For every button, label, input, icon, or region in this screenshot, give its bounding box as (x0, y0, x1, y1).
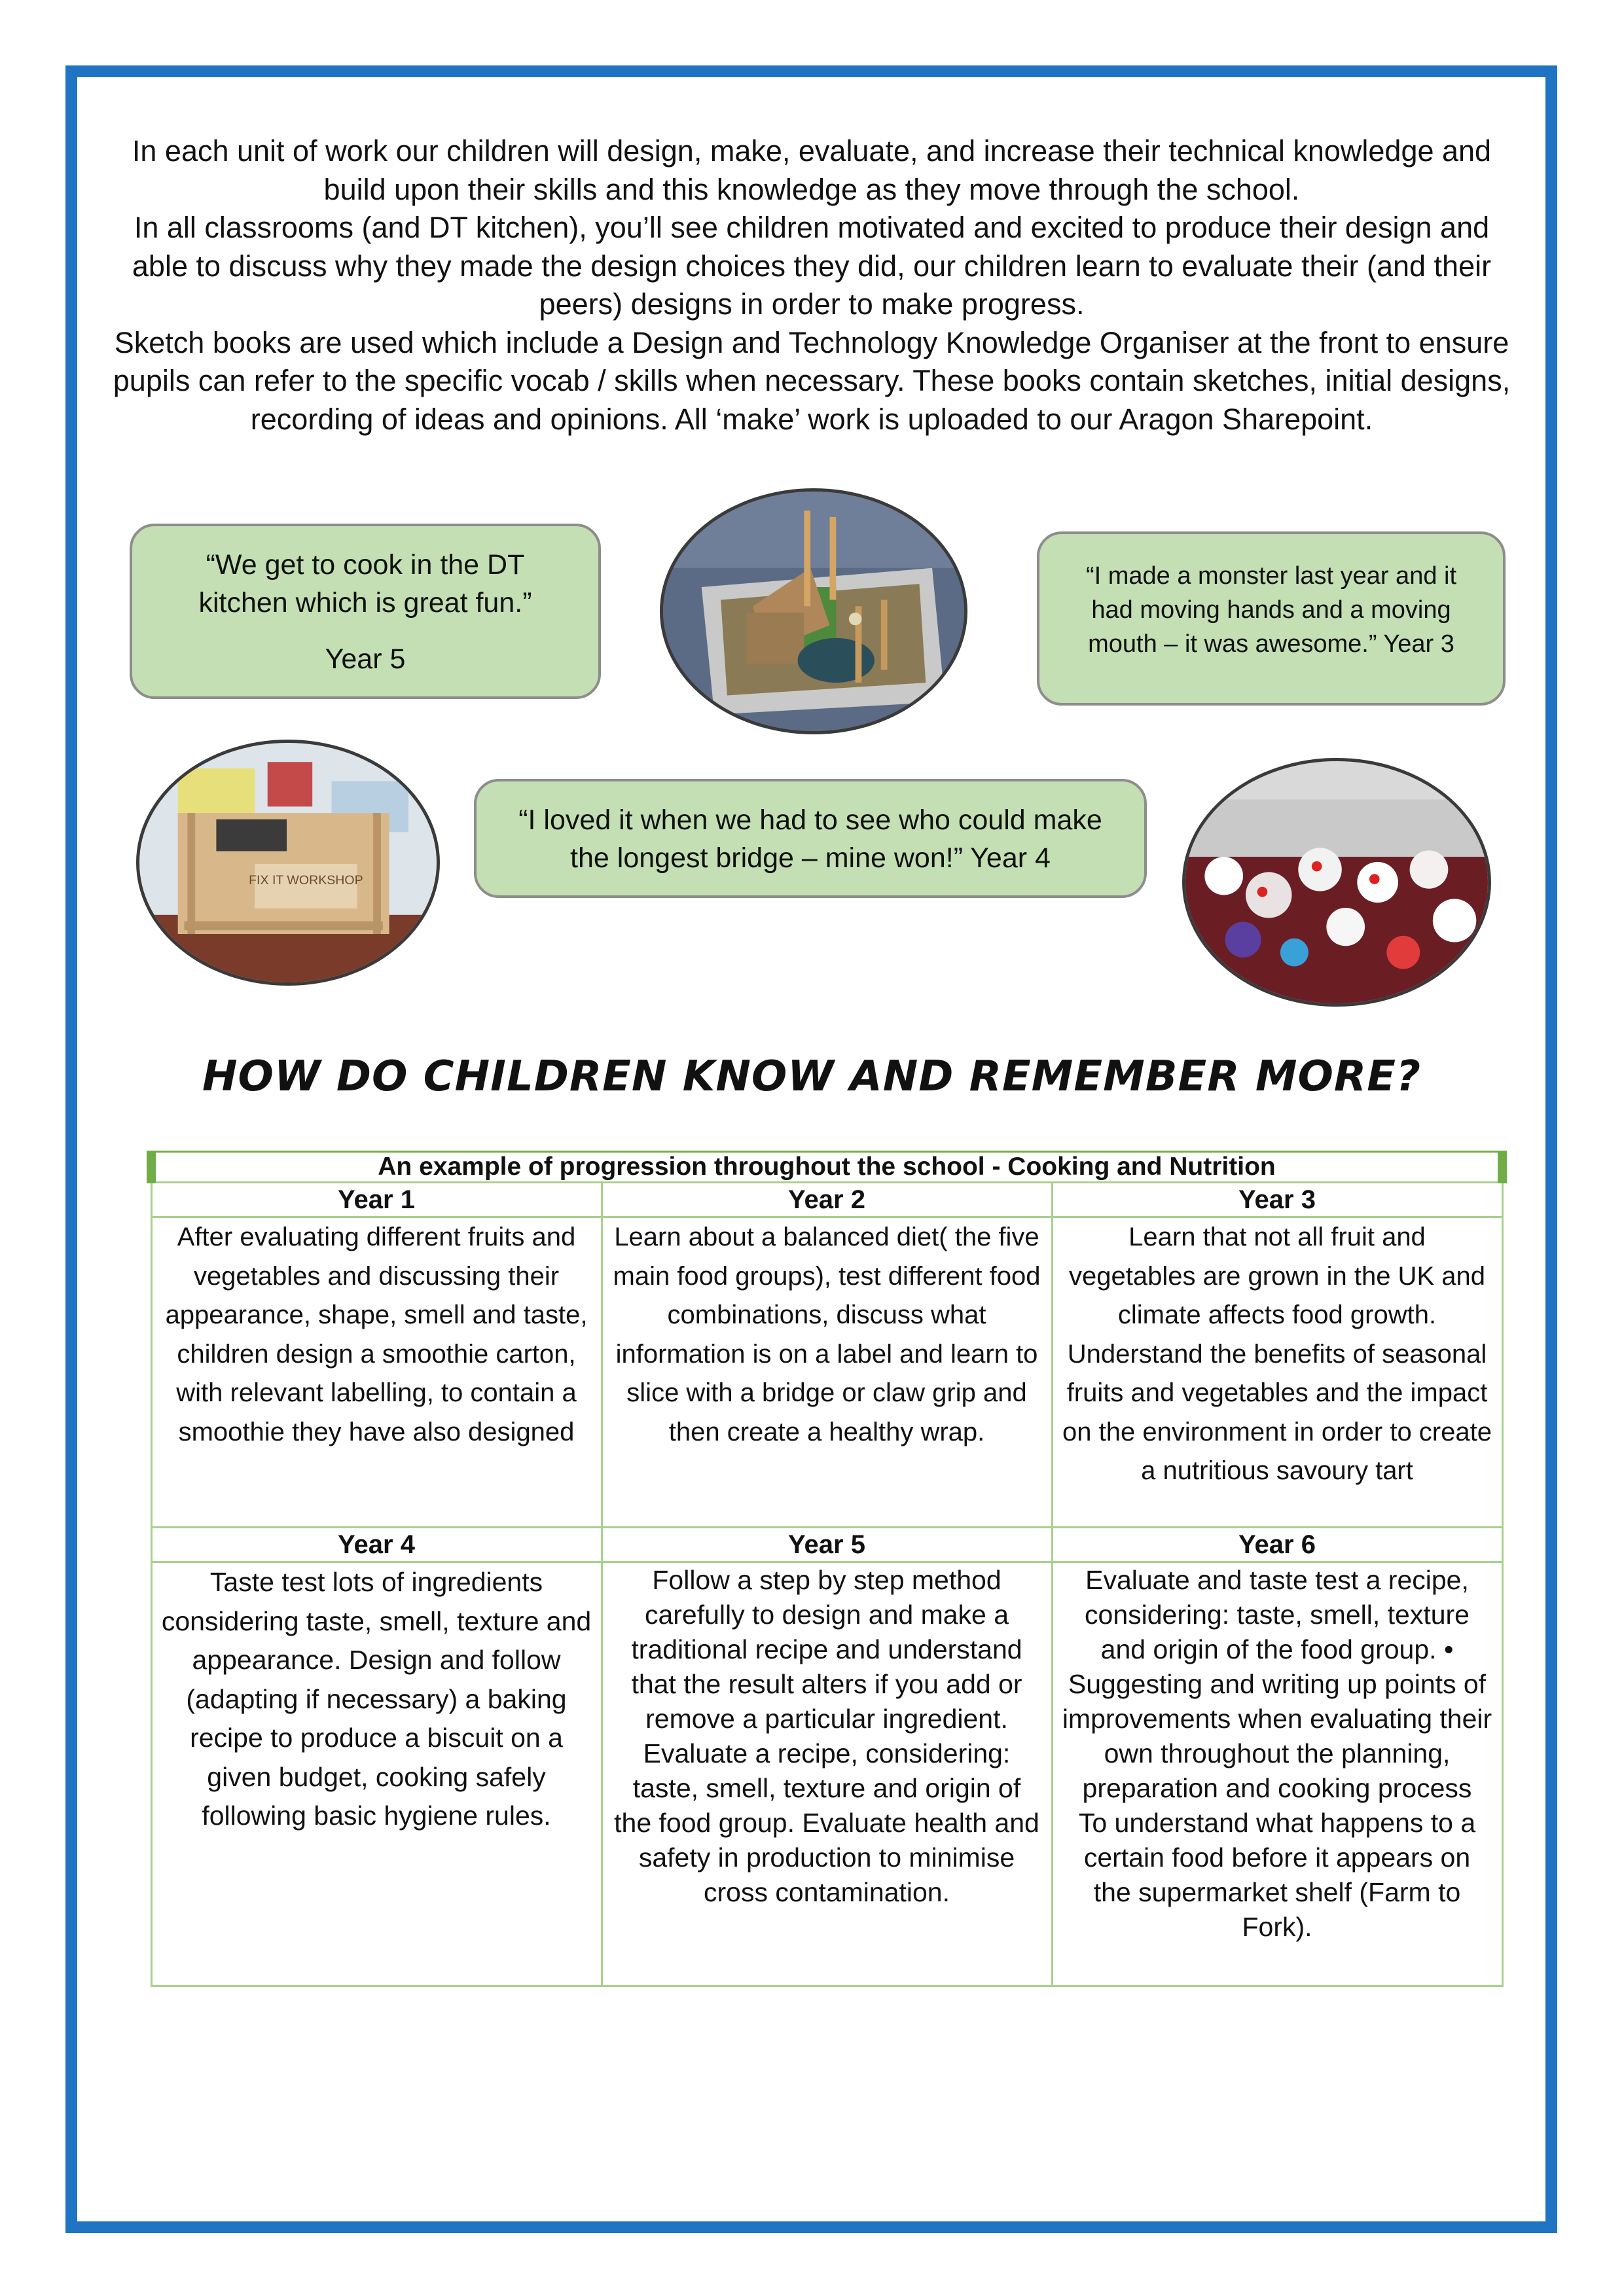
intro-paragraph-1: In each unit of work our children will design, make, evaluate, and increase their technical knowledge and build upon their skills and this knowledge as they move through the school. (132, 134, 1492, 206)
quote-text: “I loved it when we had to see who could make the longest bridge – mine won!” Year 4 (518, 804, 1102, 874)
year-4-description: Taste test lots of ingredients considering taste, smell, texture and appearance. Design and follow (adapting if necessary) a baking recipe to produce a biscuit on a given budget, cooking safely following basic hygiene rules. (151, 1562, 602, 1986)
year-2-description: Learn about a balanced diet( the five main food groups), test different food combinations, discuss what information is on a label and learn to slice with a bridge or claw grip and then create a healthy wrap. (602, 1217, 1052, 1528)
intro-text (105, 132, 1519, 439)
section-heading: HOW DO CHILDREN KNOW AND REMEMBER MORE? (202, 1052, 1422, 1101)
year-6-header: Year 6 (1052, 1528, 1502, 1562)
progression-table (147, 1151, 1507, 1987)
workshop-sign: FIX IT WORKSHOP (249, 873, 363, 888)
monster-models-photo-image (1185, 761, 1488, 1003)
year-3-header: Year 3 (1052, 1183, 1502, 1217)
quote-year: Year 5 (325, 643, 406, 675)
table-title: An example of progression throughout the school - Cooking and Nutrition (151, 1152, 1502, 1183)
intro-paragraph-2: In all classrooms (and DT kitchen), you’ll see children motivated and excited to produce their design and able to discuss why they made the design choices they did, our children learn to evaluate their (and their peers) designs in order to make progress. (132, 211, 1492, 321)
quote-bubble-year5 (130, 524, 601, 699)
year-1-description: After evaluating different fruits and vegetables and discussing their appearance, shape, smell and taste, children design a smoothie carton, with relevant labelling, to contain a smoothie they have also designed (151, 1217, 602, 1528)
model-house-photo (660, 488, 967, 734)
intro-paragraph-3: Sketch books are used which include a Design and Technology Knowledge Organiser at the front to ensure pupils can refer to the specific vocab / skills when necessary. These books contain sketches, initial designs, recording of ideas and opinions. All ‘make’ work is uploaded to our Aragon Sharepoint. (113, 325, 1511, 436)
quote-bubble-year4 (474, 779, 1147, 898)
workshop-photo (136, 740, 440, 986)
workshop-photo-image (139, 743, 437, 982)
year-4-header: Year 4 (151, 1528, 602, 1562)
year-2-header: Year 2 (602, 1183, 1052, 1217)
monster-models-photo (1182, 758, 1491, 1007)
year-3-description: Learn that not all fruit and vegetables are grown in the UK and climate affects food growth. Understand the benefits of seasonal fruits and vegetables and the impact on the environment in order to create a nutritious savoury tart (1052, 1217, 1502, 1528)
year-5-header: Year 5 (602, 1528, 1052, 1562)
quote-text: “I made a monster last year and it had moving hands and a moving mouth – it was awesome.” Year 3 (1085, 562, 1457, 658)
year-1-header: Year 1 (151, 1183, 602, 1217)
quote-text: “We get to cook in the DT kitchen which is great fun.” (198, 549, 532, 619)
year-5-description: Follow a step by step method carefully to design and make a traditional recipe and understand that the result alters if you add or remove a particular ingredient. Evaluate a recipe, considering: taste, smell, texture and origin of the food group. Evaluate health and safety in production to minimise cross contamination. (602, 1562, 1052, 1986)
year-6-description: Evaluate and taste test a recipe, considering: taste, smell, texture and origin of the food group. • Suggesting and writing up points of improvements when evaluating their own throughout the planning, preparation and cooking process To understand what happens to a certain food before it appears on the supermarket shelf (Farm to Fork). (1052, 1562, 1502, 1986)
quote-bubble-year3 (1037, 531, 1506, 706)
model-house-photo-image (663, 492, 964, 731)
